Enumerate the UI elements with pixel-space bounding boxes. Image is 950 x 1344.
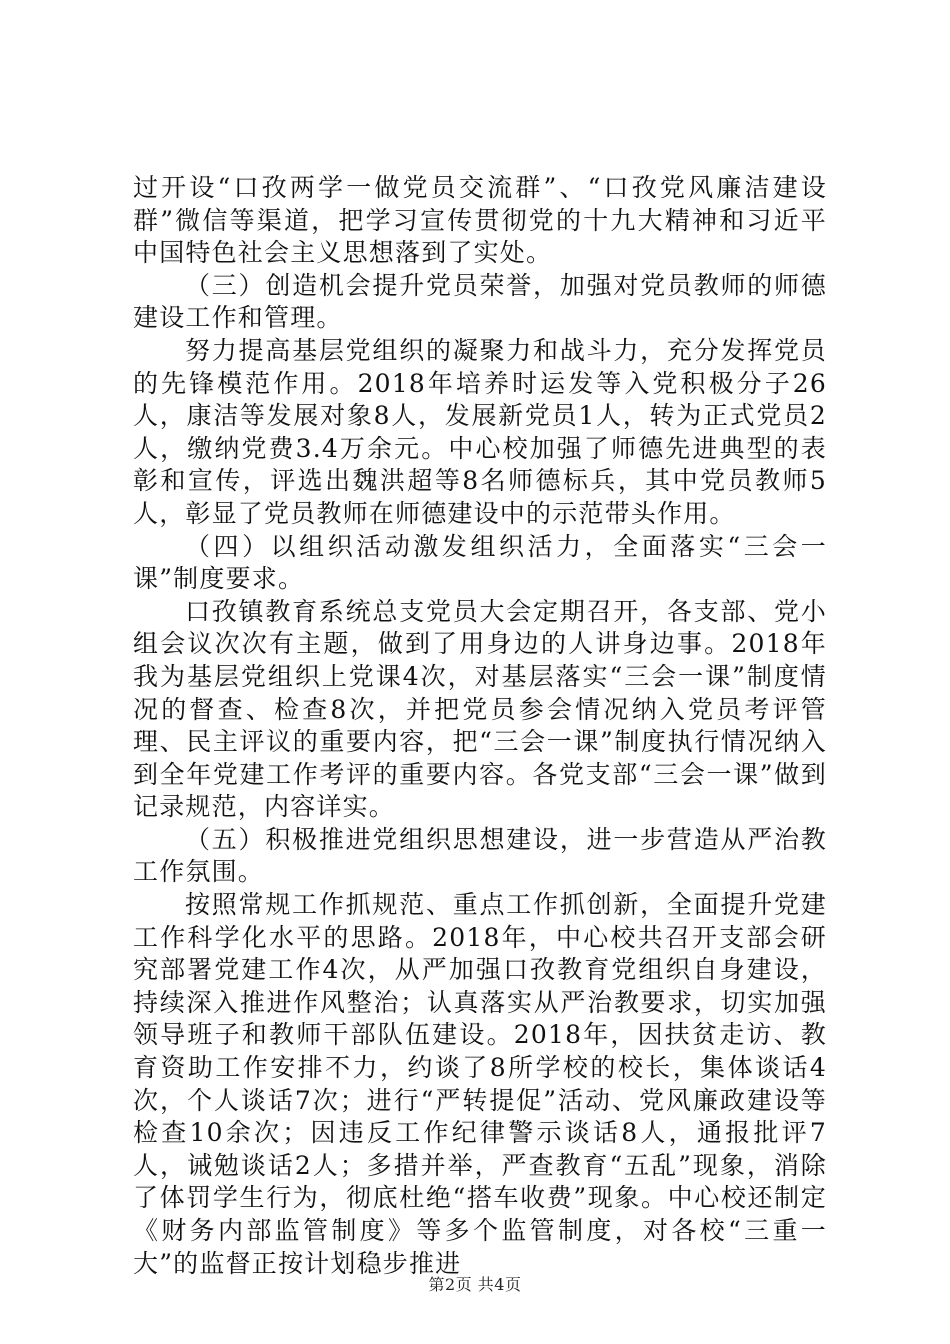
page-footer: 第2页 共4页 (428, 1275, 522, 1294)
section-heading-3: （三）创造机会提升党员荣誉，加强对党员教师的师德建设工作和管理。 (133, 270, 827, 333)
section-heading-5: （五）积极推进党组织思想建设，进一步营造从严治教工作氛围。 (133, 824, 827, 887)
paragraph-party-members: 努力提高基层党组织的凝聚力和战斗力，充分发挥党员的先锋模范作用。2018年培养时运发等入党积极分子26人，康洁等发展对象8人，发展新党员1人，转为正式党员2人，缴纳党费3.4万余元。中心校加强了师德先进典型的表彰和宣传，评选出魏洪超等8名师德标兵，其中党员教师5人，彰显了党员教师在师德建设中的示范带头作用。 (133, 335, 827, 528)
section-heading-4: （四）以组织活动激发组织活力，全面落实“三会一课”制度要求。 (133, 531, 827, 594)
paragraph-continuation: 过开设“口孜两学一做党员交流群”、“口孜党风廉洁建设群”微信等渠道，把学习宣传贯彻党的十九大精神和习近平中国特色社会主义思想落到了实处。 (133, 173, 827, 268)
paragraph-three-meetings: 口孜镇教育系统总支党员大会定期召开，各支部、党小组会议次次有主题，做到了用身边的人讲身边事。2018年我为基层党组织上党课4次，对基层落实“三会一课”制度情况的督查、检查8次，并把党员参会情况纳入党员考评管理、民主评议的重要内容，把“三会一课”制度执行情况纳入到全年党建工作考评的重要内容。各党支部“三会一课”做到记录规范，内容详实。 (133, 596, 827, 822)
paragraph-discipline: 按照常规工作抓规范、重点工作抓创新，全面提升党建工作科学化水平的思路。2018年，中心校共召开支部会研究部署党建工作4次，从严加强口孜教育党组织自身建设，持续深入推进作风整治；认真落实从严治教要求，切实加强领导班子和教师干部队伍建设。2018年，因扶贫走访、教育资助工作安排不力，约谈了8所学校的校长，集体谈话4次，个人谈话7次；进行“严转提促”活动、党风廉政建设等检查10余次；因违反工作纪律警示谈话8人，通报批评7人，诫勉谈话2人；多措并举，严查教育“五乱”现象，消除了体罚学生行为，彻底杜绝“搭车收费”现象。中心校还制定《财务内部监管制度》等多个监管制度，对各校“三重一大”的监督正按计划稳步推进 (133, 890, 827, 1278)
document-body (133, 172, 827, 1280)
